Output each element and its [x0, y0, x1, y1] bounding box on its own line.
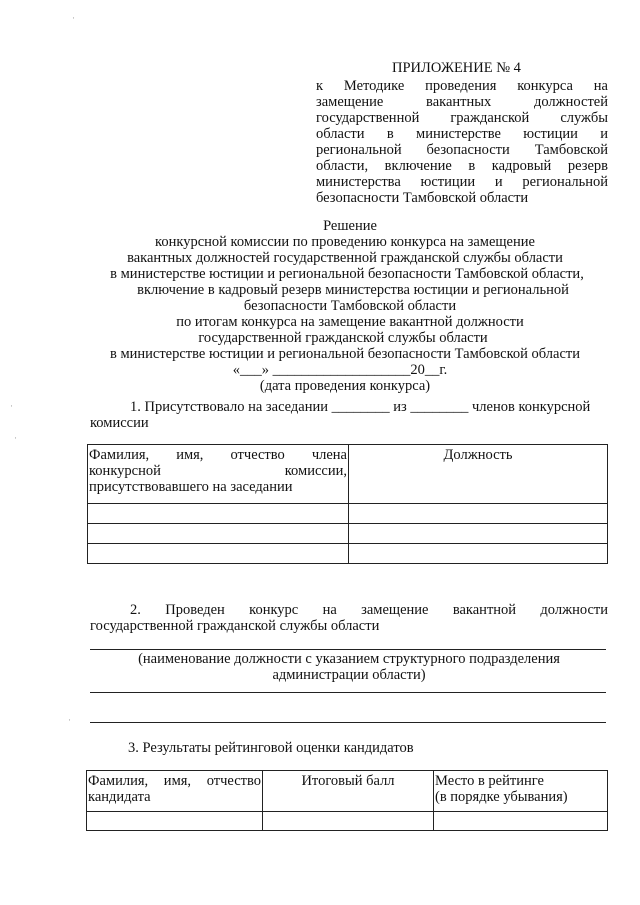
decision-line: включение в кадровый резерв министерства юстиции и региональной [137, 282, 569, 298]
appendix-reference [316, 78, 608, 206]
decision-line: вакантных должностей государственной гражданской службы области [127, 250, 563, 266]
table-cell [349, 504, 608, 524]
competition-line-continued: государственной гражданской службы области [90, 618, 380, 634]
section-rating-title: 3. Результаты рейтинговой оценки кандидатов [128, 740, 414, 756]
decision-title: Решение [323, 218, 377, 234]
appendix-line: к Методике проведения конкурса на [316, 78, 608, 94]
table-cell [88, 504, 349, 524]
appendix-line: области, включение в кадровый резерв [316, 158, 608, 174]
scan-artifact: · [68, 715, 71, 725]
appendix-line: замещение вакантных должностей [316, 94, 608, 110]
member-name-header: Фамилия, имя, отчество члена конкурсной комиссии, присутствовавшего на заседании [88, 445, 349, 504]
scan-artifact: · [72, 13, 75, 23]
table-header-row [88, 445, 608, 504]
candidate-name-header: Фамилия, имя, отчество кандидата [87, 771, 263, 812]
decision-heading [80, 218, 620, 394]
position-fill-line [90, 649, 606, 650]
table-cell [263, 812, 434, 831]
decision-date-caption: (дата проведения конкурса) [259, 378, 431, 394]
decision-date-field: «___» ___________________20__г. [232, 362, 448, 378]
attendance-line: 1. Присутствовало на заседании ________ из ________ членов конкурсной [130, 399, 591, 415]
candidate-rating-table [86, 770, 608, 831]
fill-line [90, 692, 606, 693]
position-header: Должность [349, 445, 608, 504]
final-score-header: Итоговый балл [263, 771, 434, 812]
appendix-line: государственной гражданской службы [316, 110, 608, 126]
decision-line: в министерстве юстиции и региональной безопасности Тамбовской области, [110, 266, 584, 282]
table-row [87, 812, 608, 831]
caption-line: (наименование должности с указанием структурного подразделения [138, 651, 560, 667]
fill-line [90, 722, 606, 723]
scan-artifact: · [10, 401, 13, 411]
appendix-line: региональной безопасности Тамбовской [316, 142, 608, 158]
scan-artifact: · [14, 433, 17, 443]
section-competition [90, 602, 608, 634]
rating-place-note: (в порядке убывания) [435, 789, 568, 805]
rating-place-label: Место в рейтинге [435, 773, 544, 789]
appendix-line: безопасности Тамбовской области [316, 190, 529, 206]
table-header-row [87, 771, 608, 812]
table-cell [88, 544, 349, 564]
table-cell [88, 524, 349, 544]
table-row [88, 544, 608, 564]
table-cell [349, 524, 608, 544]
decision-line: государственной гражданской службы области [198, 330, 488, 346]
table-row [88, 524, 608, 544]
attendance-line-continued: комиссии [90, 415, 149, 431]
decision-line: конкурсной комиссии по проведению конкурса на замещение [155, 234, 535, 250]
decision-line: в министерстве юстиции и региональной безопасности Тамбовской области [109, 346, 581, 362]
appendix-title: ПРИЛОЖЕНИЕ № 4 [392, 60, 521, 76]
commission-members-table [87, 444, 608, 564]
table-cell [349, 544, 608, 564]
decision-line: безопасности Тамбовской области [243, 298, 457, 314]
table-cell [87, 812, 263, 831]
position-caption [90, 651, 608, 683]
table-cell [434, 812, 608, 831]
section-attendance [90, 399, 610, 431]
rating-place-header [434, 771, 608, 812]
caption-line: администрации области) [272, 667, 426, 683]
decision-line: по итогам конкурса на замещение вакантной должности [176, 314, 524, 330]
competition-line: 2. Проведен конкурс на замещение вакантной должности [130, 602, 608, 618]
appendix-line: области в министерстве юстиции и [316, 126, 608, 142]
table-row [88, 504, 608, 524]
appendix-line: министерства юстиции и региональной [316, 174, 608, 190]
